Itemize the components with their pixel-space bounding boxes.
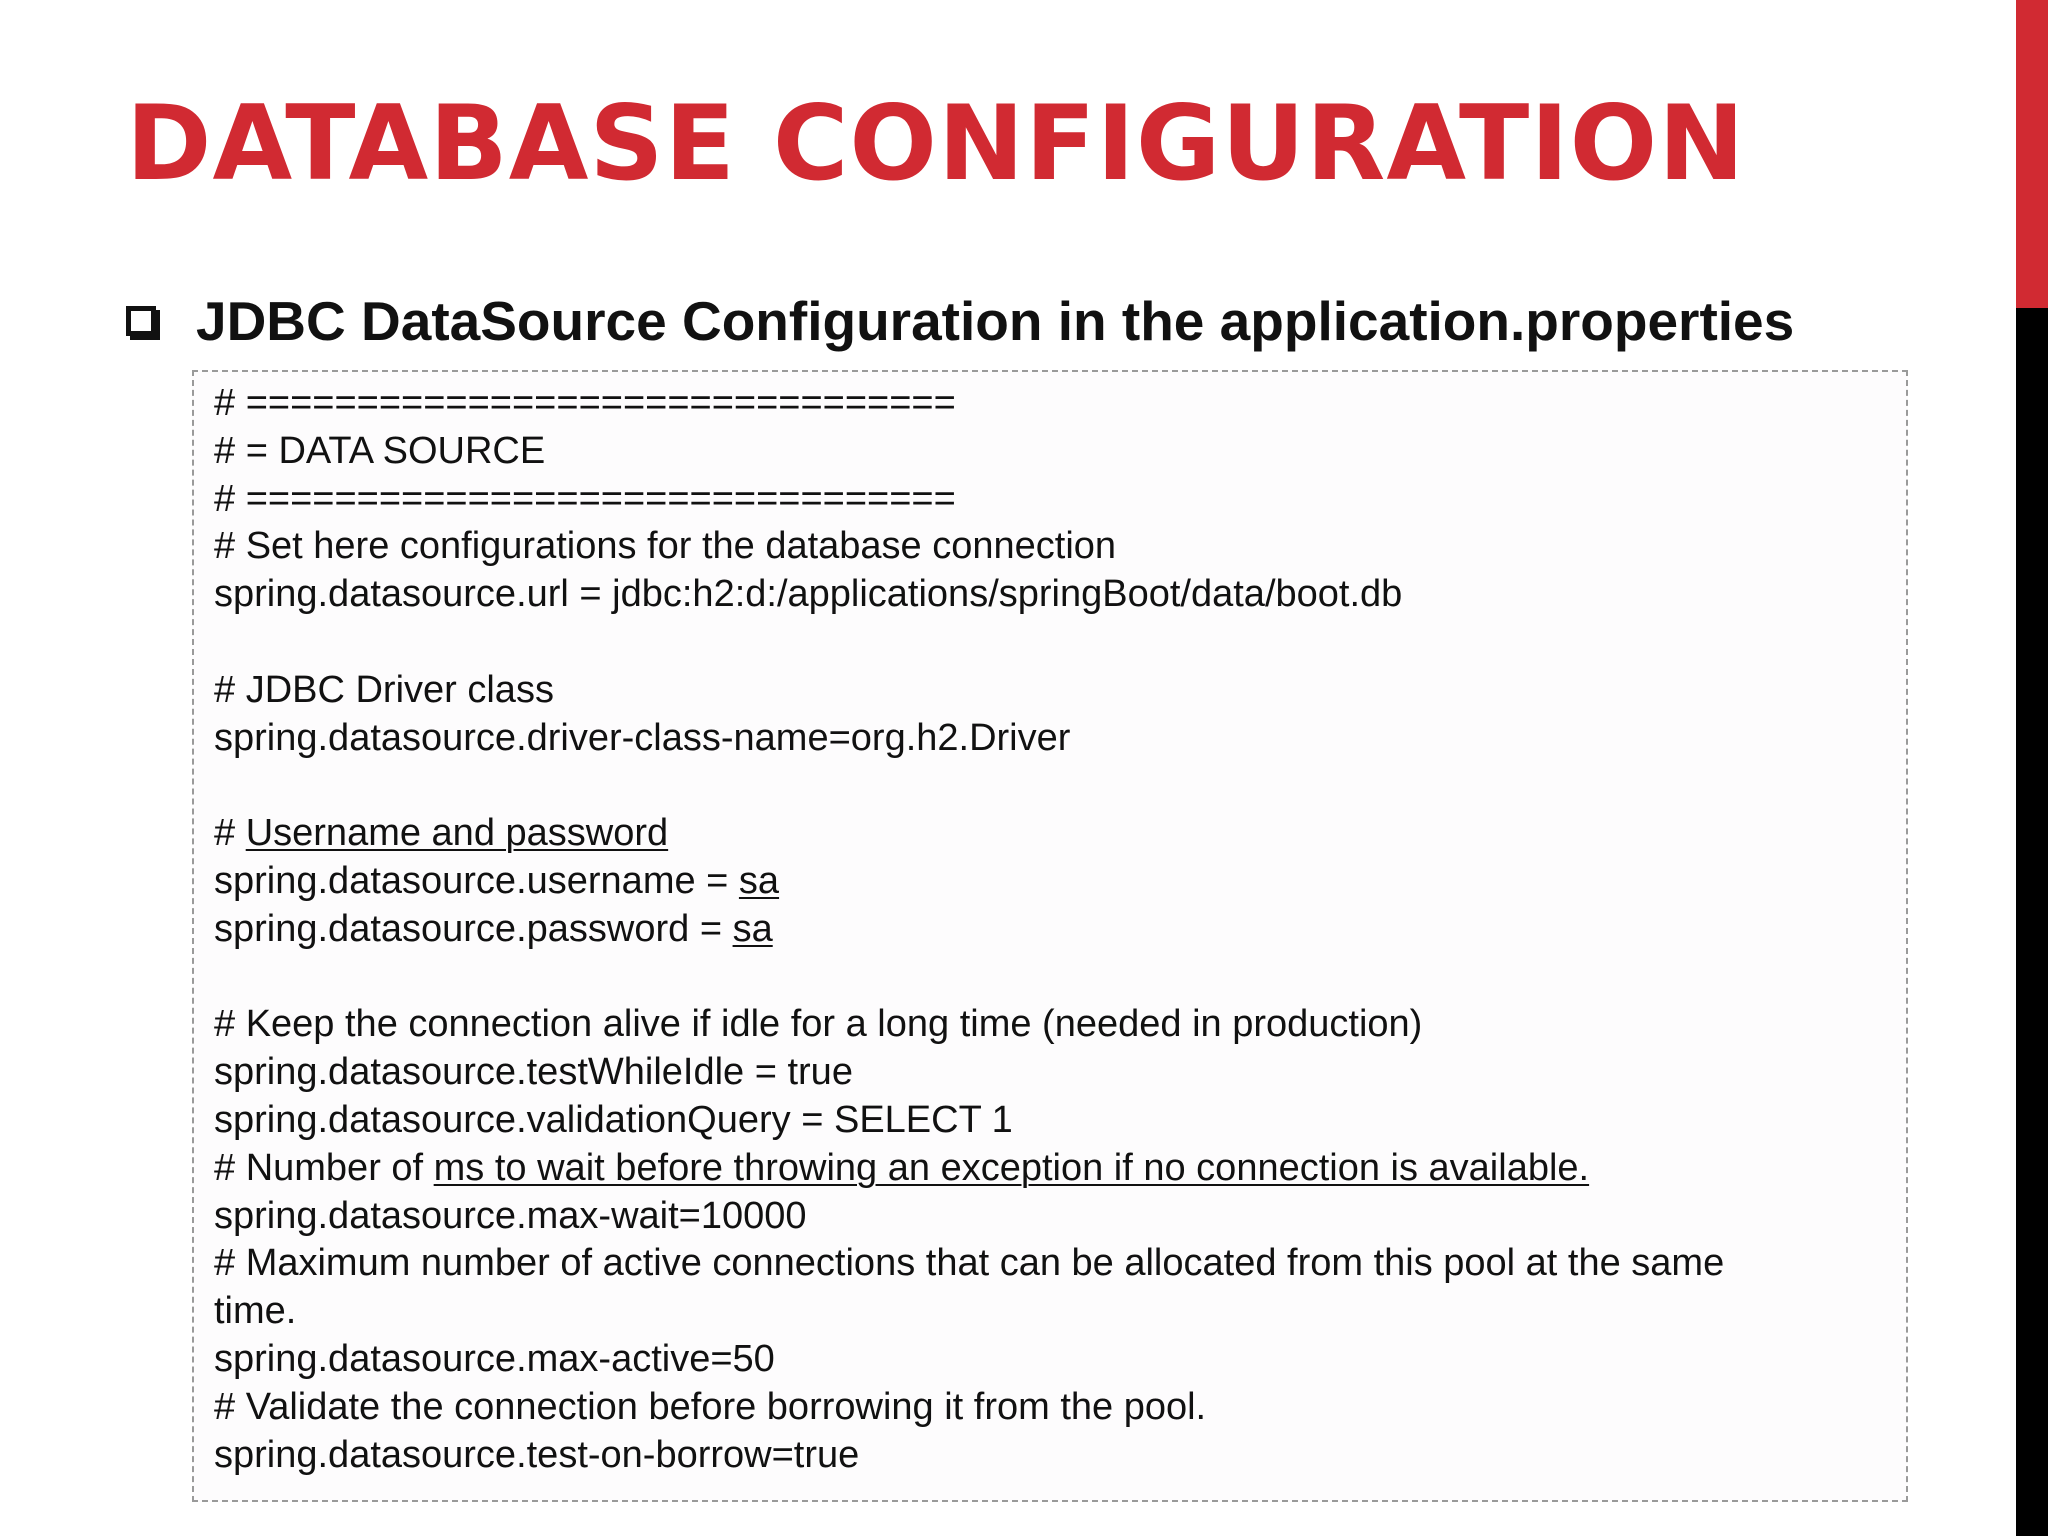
- underlined-text: ms to wait before throwing an exception if no connection is available.: [433, 1146, 1590, 1189]
- code-line: # Keep the connection alive if idle for a long time (needed in production): [214, 1003, 1423, 1046]
- code-line: [214, 1145, 1906, 1193]
- code-line: spring.datasource.validationQuery = SELECT 1: [214, 1098, 1013, 1141]
- code-line: spring.datasource.test-on-borrow=true: [214, 1433, 860, 1476]
- accent-bar-red: [2016, 0, 2048, 308]
- code-line: [214, 858, 1906, 906]
- code-line: spring.datasource.max-wait=10000: [214, 1194, 807, 1237]
- code-line: # JDBC Driver class: [214, 668, 554, 711]
- code-line: spring.datasource.url = jdbc:h2:d:/applications/springBoot/data/boot.db: [214, 573, 1403, 616]
- code-text: spring.datasource.password =: [214, 907, 733, 950]
- code-line: time.: [214, 1290, 297, 1333]
- code-line: spring.datasource.max-active=50: [214, 1337, 775, 1380]
- bullet-text: JDBC DataSource Configuration in the application.properties: [196, 290, 1795, 352]
- bullet-item: [126, 286, 1794, 356]
- underlined-text: Username and password: [245, 812, 669, 855]
- code-line: # ================================: [214, 382, 956, 424]
- blank-line: [214, 619, 1906, 667]
- code-line: # Validate the connection before borrowing it from the pool.: [214, 1385, 1207, 1428]
- underlined-text: sa: [732, 907, 773, 950]
- code-line: # ================================: [214, 477, 956, 520]
- code-line: # = DATA SOURCE: [214, 429, 546, 472]
- code-line: spring.datasource.testWhileIdle = true: [214, 1051, 853, 1094]
- code-text: # Number of: [214, 1146, 434, 1189]
- checkbox-icon: [126, 306, 156, 336]
- code-line: spring.datasource.driver-class-name=org.h2.Driver: [214, 716, 1071, 759]
- code-text: spring.datasource.username =: [214, 859, 739, 902]
- slide-title: DATABASE CONFIGURATION: [126, 84, 1746, 204]
- code-line: [214, 810, 1906, 858]
- accent-bar-black: [2016, 308, 2048, 1536]
- blank-line: [214, 762, 1906, 810]
- code-line: # Set here configurations for the database connection: [214, 525, 1117, 568]
- code-line: # Maximum number of active connections that can be allocated from this pool at the same: [214, 1242, 1725, 1285]
- code-line: [214, 906, 1906, 954]
- code-text: #: [214, 812, 246, 855]
- underlined-text: sa: [738, 859, 780, 902]
- code-block: [192, 370, 1908, 1502]
- blank-line: [214, 954, 1906, 1002]
